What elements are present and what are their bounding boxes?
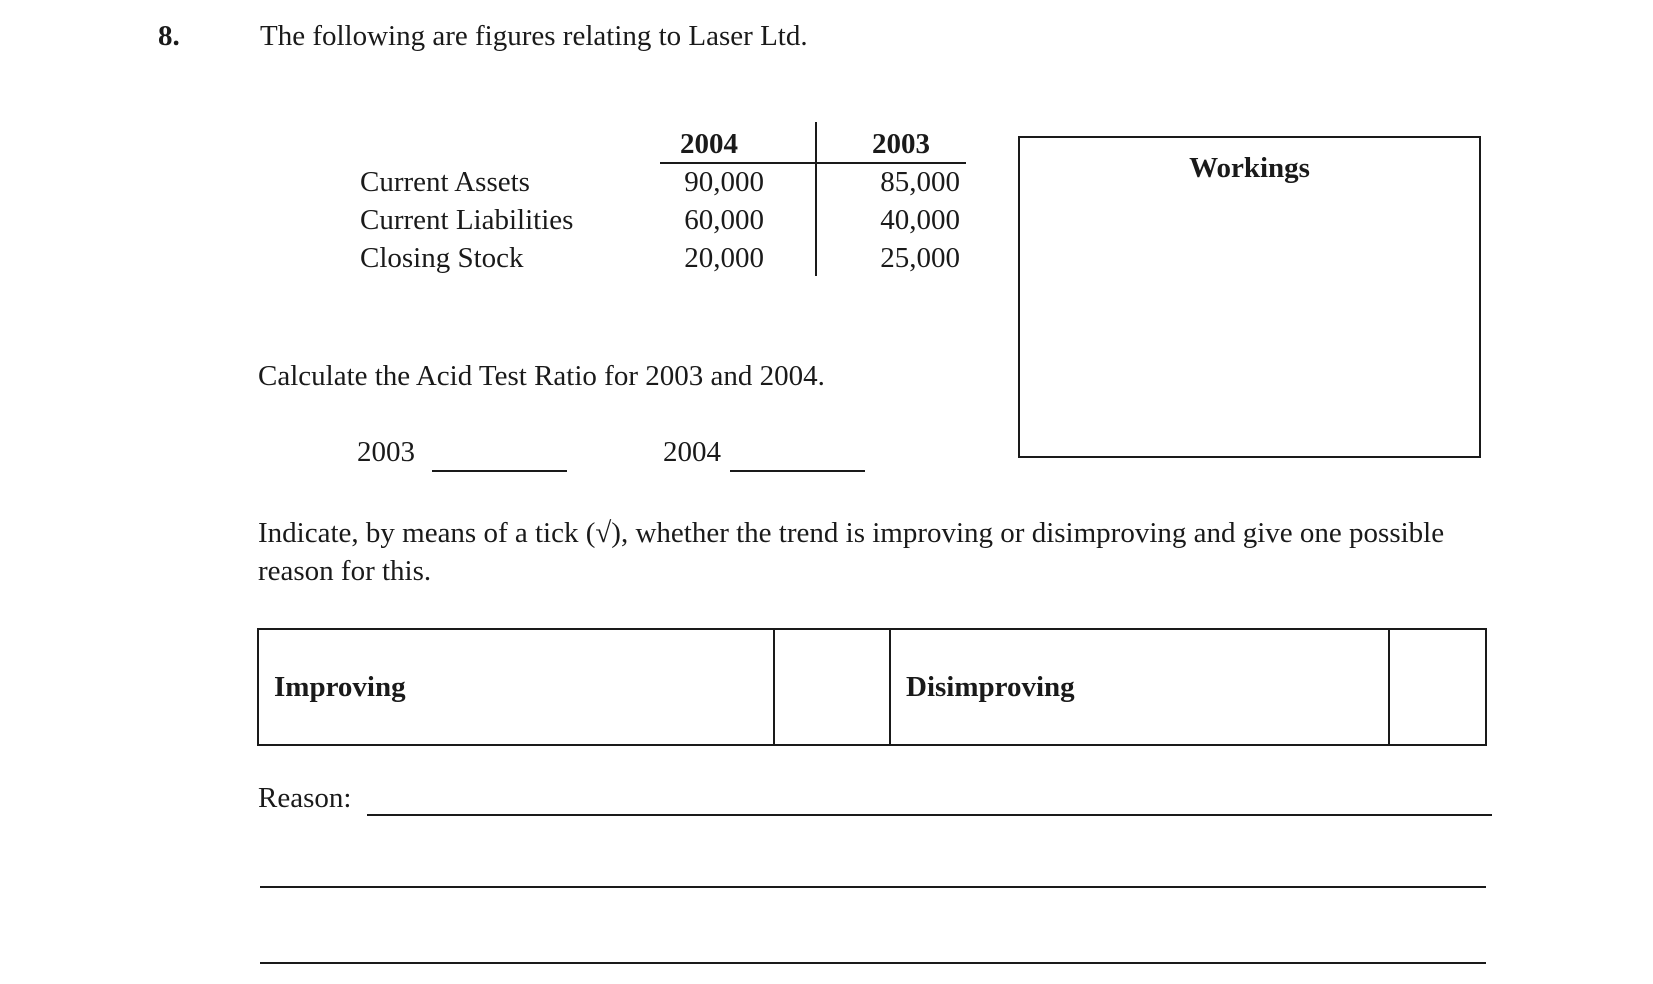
trend-table xyxy=(257,628,1487,746)
header-underline xyxy=(660,162,966,164)
reason-line-3[interactable] xyxy=(260,962,1486,964)
calculation-prompt: Calculate the Acid Test Ratio for 2003 and 2004. xyxy=(258,360,825,392)
row-label-current-assets: Current Assets xyxy=(360,166,530,198)
trend-prompt: Indicate, by means of a tick (√), whether the trend is improving or disimproving and give one possible reason for this. xyxy=(258,517,1445,587)
answer-label-2003: 2003 xyxy=(357,436,415,468)
value-current-liabilities-2004: 60,000 xyxy=(684,204,764,236)
reason-line-2[interactable] xyxy=(260,886,1486,888)
row-label-closing-stock: Closing Stock xyxy=(360,242,524,274)
header-2004: 2004 xyxy=(680,128,738,160)
value-closing-stock-2003: 25,000 xyxy=(880,242,960,274)
workings-box[interactable] xyxy=(1018,136,1481,458)
row-label-current-liabilities: Current Liabilities xyxy=(360,204,574,236)
improving-label: Improving xyxy=(259,630,775,744)
improving-tick-box[interactable] xyxy=(775,630,891,744)
header-2003: 2003 xyxy=(872,128,930,160)
question-intro: The following are figures relating to Laser Ltd. xyxy=(260,20,808,52)
workings-label: Workings xyxy=(1189,152,1310,184)
answer-label-2004: 2004 xyxy=(663,436,721,468)
column-divider xyxy=(815,122,817,276)
value-closing-stock-2004: 20,000 xyxy=(684,242,764,274)
value-current-liabilities-2003: 40,000 xyxy=(880,204,960,236)
disimproving-label: Disimproving xyxy=(891,630,1390,744)
answer-line-2004[interactable] xyxy=(730,470,865,472)
value-current-assets-2004: 90,000 xyxy=(684,166,764,198)
reason-label: Reason: xyxy=(258,782,352,814)
answer-line-2003[interactable] xyxy=(432,470,567,472)
question-number: 8. xyxy=(158,20,180,52)
disimproving-tick-box[interactable] xyxy=(1390,630,1485,744)
reason-line-1[interactable] xyxy=(367,814,1492,816)
value-current-assets-2003: 85,000 xyxy=(880,166,960,198)
